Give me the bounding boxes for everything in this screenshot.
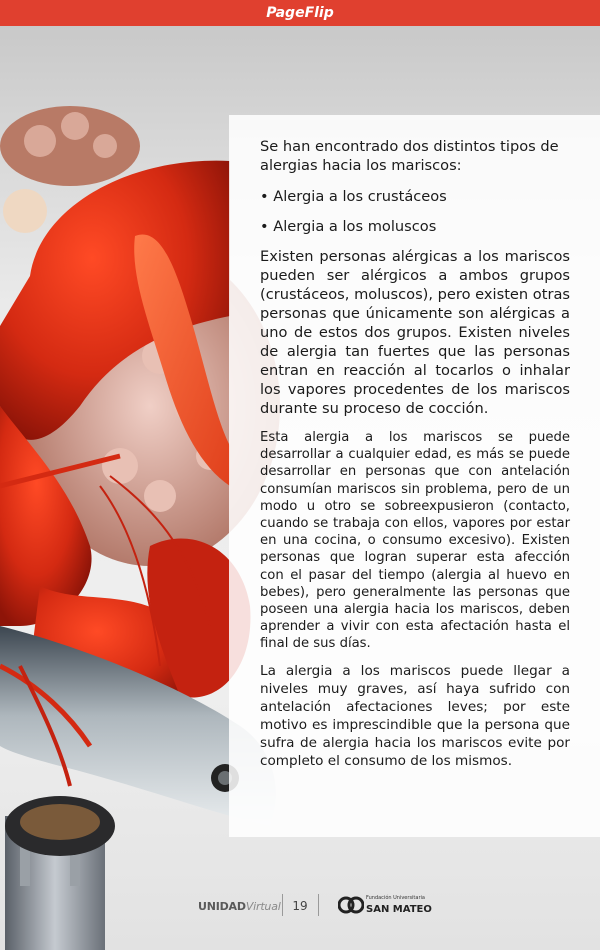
brand-bold-text: UNIDAD: [198, 900, 246, 913]
bullet-item: • Alergia a los crustáceos: [260, 188, 447, 205]
brand-italic-text: Virtual: [245, 900, 281, 913]
page-number: 19: [292, 899, 308, 913]
document-page: [0, 26, 600, 950]
logo-subtitle: Fundación Universitaria: [366, 895, 425, 901]
body-paragraph: La alergia a los mariscos puede llegar a niveles muy graves, así haya sufrido con antelación afectaciones leves; por este motivo es imprescindible que la persona que sufra de alergia hacia los mariscos evite por completo el consumo de los mismos.: [260, 662, 570, 769]
footer-divider: [318, 894, 319, 916]
app-title: PageFlip: [266, 5, 334, 21]
bullet-item: • Alergia a los moluscos: [260, 218, 437, 235]
footer-divider: [282, 894, 283, 916]
unidad-virtual-logo: [198, 900, 281, 913]
logo-name: SAN MATEO: [366, 904, 432, 915]
intro-paragraph: Se han encontrado dos distintos tipos de alergias hacia los mariscos:: [260, 138, 559, 174]
top-bar: [0, 0, 600, 26]
page-footer: [0, 892, 600, 918]
body-paragraph: Existen personas alérgicas a los mariscos pueden ser alérgicos a ambos grupos (crustáceos, moluscos), pero existen otras personas que únicamente son alérgicas a uno de estos dos grupos. Existen niveles de alergia tan fuertes que las personas entran en reacción al tocarlos o inhalar los vapores procedentes de los mariscos durante su proceso de cocción.: [260, 248, 570, 417]
body-paragraph: Esta alergia a los mariscos se puede desarrollar a cualquier edad, es más se puede desarrollar en personas que con antelación consumían mariscos sin problema, pero de un modo u otro se sobreexpusieron (contacto, cuando se trabaja con ellos, vapores por estar en una cocina, o consumo excesivo). Existen personas que logran superar esta afección con el pasar del tiempo (alergia al huevo en bebes), pero generalmente las personas que poseen una alergia hacia los mariscos, deben aprender a vivir con esta afectación hasta el final de sus días.: [260, 430, 570, 652]
san-mateo-logo-icon: [338, 894, 364, 916]
article-text: [229, 115, 600, 837]
